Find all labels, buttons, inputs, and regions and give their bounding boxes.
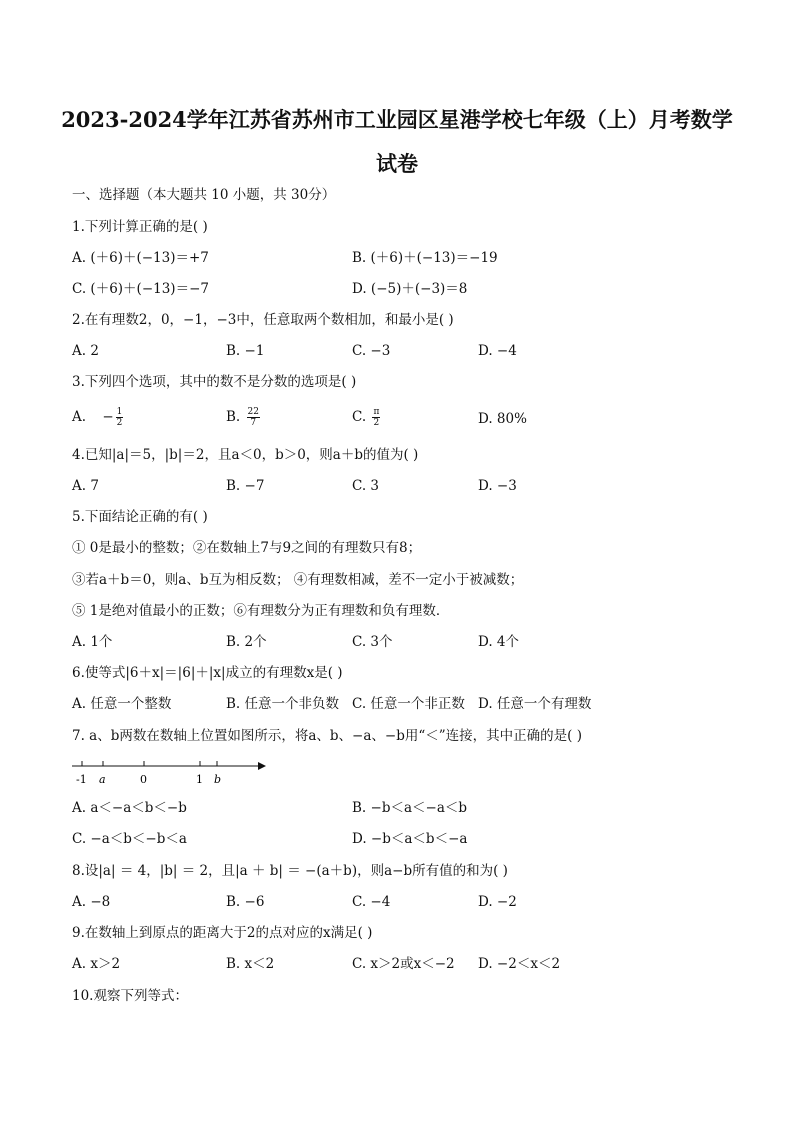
q3-a-denominator: 2 xyxy=(116,418,123,428)
q4-option-d: D. −3 xyxy=(478,478,517,494)
q1-option-b: B. (＋6)＋(−13)＝−19 xyxy=(352,250,498,266)
q3-option-d: D. 80% xyxy=(478,411,527,427)
q7-option-a: A. a＜−a＜b＜−b xyxy=(72,800,187,816)
section-heading: 一、选择题（本大题共 10 小题，共 30分） xyxy=(72,187,336,203)
q1-option-a: A. (＋6)＋(−13)＝+7 xyxy=(72,250,209,266)
question-7-stem: 7. a、b两数在数轴上位置如图所示，将a、b、−a、−b用“＜”连接，其中正确的是( ) xyxy=(72,728,582,744)
question-2-stem: 2.在有理数2，0，−1，−3中，任意取两个数相加，和最小是( ) xyxy=(72,312,454,328)
q6-option-b: B. 任意一个非负数 xyxy=(226,696,340,712)
q3-option-b-fraction xyxy=(247,407,260,428)
question-4-stem: 4.已知|a|＝5，|b|＝2，且a＜0，b＞0，则a＋b的值为( ) xyxy=(72,447,419,463)
q7-option-b: B. −b＜a＜−a＜b xyxy=(352,800,468,816)
number-line-figure xyxy=(72,752,272,786)
q3-option-b xyxy=(226,407,262,428)
q6-option-c: C. 任意一个非正数 xyxy=(352,696,465,712)
q3-option-a-sign: − xyxy=(102,409,114,425)
q2-option-c: C. −3 xyxy=(352,343,391,359)
page-title-line2: 试卷 xyxy=(376,151,418,176)
q5-statement-1: ① 0是最小的整数；②在数轴上7与9之间的有理数只有8； xyxy=(72,540,422,556)
q3-option-c-label: C. xyxy=(352,409,367,425)
q6-option-a: A. 任意一个整数 xyxy=(72,696,172,712)
q5-option-d: D. 4个 xyxy=(478,634,520,650)
q5-option-a: A. 1个 xyxy=(72,634,113,650)
q2-option-a: A. 2 xyxy=(72,343,99,359)
q4-option-a: A. 7 xyxy=(72,478,99,494)
question-6-stem: 6.使等式|6＋x|＝|6|＋|x|成立的有理数x是( ) xyxy=(72,665,343,681)
numberline-label-0: 0 xyxy=(140,773,147,786)
question-9-stem: 9.在数轴上到原点的距离大于2的点对应的x满足( ) xyxy=(72,925,373,941)
question-10-stem: 10.观察下列等式： xyxy=(72,988,188,1004)
q3-option-c-fraction xyxy=(372,407,380,428)
numberline-label-1: 1 xyxy=(196,773,203,786)
q9-option-c: C. x＞2或x＜−2 xyxy=(352,956,455,972)
q8-option-c: C. −4 xyxy=(352,894,391,910)
q9-option-d: D. −2＜x＜2 xyxy=(478,956,561,972)
q3-b-numerator: 22 xyxy=(247,407,259,417)
q5-statement-3: ⑤ 1是绝对值最小的正数；⑥有理数分为正有理数和负有理数． xyxy=(72,603,450,619)
q3-option-c xyxy=(352,407,382,428)
q3-option-b-label: B. xyxy=(226,409,241,425)
q3-a-numerator: 1 xyxy=(116,407,123,417)
question-3-stem: 3.下列四个选项，其中的数不是分数的选项是( ) xyxy=(72,374,357,390)
page-title-line1: 2023-2024学年江苏省苏州市工业园区星港学校七年级（上）月考数学 xyxy=(61,107,733,132)
q6-option-d: D. 任意一个有理数 xyxy=(478,696,592,712)
numberline-label-a: a xyxy=(99,773,106,786)
numberline-label-neg1: -1 xyxy=(76,773,87,786)
q8-option-a: A. −8 xyxy=(72,894,111,910)
q5-option-b: B. 2个 xyxy=(226,634,267,650)
q2-option-d: D. −4 xyxy=(478,343,517,359)
q5-option-c: C. 3个 xyxy=(352,634,393,650)
q7-option-d: D. −b＜a＜b＜−a xyxy=(352,831,468,847)
q7-option-c: C. −a＜b＜−b＜a xyxy=(72,831,187,847)
q3-c-numerator: π xyxy=(373,407,380,417)
q8-option-b: B. −6 xyxy=(226,894,265,910)
q3-c-denominator: 2 xyxy=(373,418,380,428)
question-5-stem: 5.下面结论正确的有( ) xyxy=(72,509,208,525)
q4-option-b: B. −7 xyxy=(226,478,265,494)
q9-option-b: B. x＜2 xyxy=(226,956,275,972)
q3-option-a-label: A. xyxy=(72,409,87,425)
q5-statement-2: ③若a＋b＝0，则a、b互为相反数； ④有理数相减，差不一定小于被减数； xyxy=(72,572,524,588)
question-1-stem: 1.下列计算正确的是( ) xyxy=(72,219,208,235)
q1-option-c: C. (＋6)＋(−13)＝−7 xyxy=(72,281,209,297)
q1-option-d: D. (−5)＋(−3)＝8 xyxy=(352,281,468,297)
q4-option-c: C. 3 xyxy=(352,478,380,494)
q3-option-a xyxy=(72,407,125,428)
numberline-label-b: b xyxy=(214,773,222,786)
q9-option-a: A. x＞2 xyxy=(72,956,121,972)
q8-option-d: D. −2 xyxy=(478,894,517,910)
q3-b-denominator: 7 xyxy=(250,418,257,428)
q2-option-b: B. −1 xyxy=(226,343,265,359)
q3-option-a-fraction xyxy=(116,407,124,428)
question-8-stem: 8.设|a| ＝ 4，|b| ＝ 2，且|a ＋ b| ＝ −(a＋b)，则a−b所有值的和为( ) xyxy=(72,863,508,879)
